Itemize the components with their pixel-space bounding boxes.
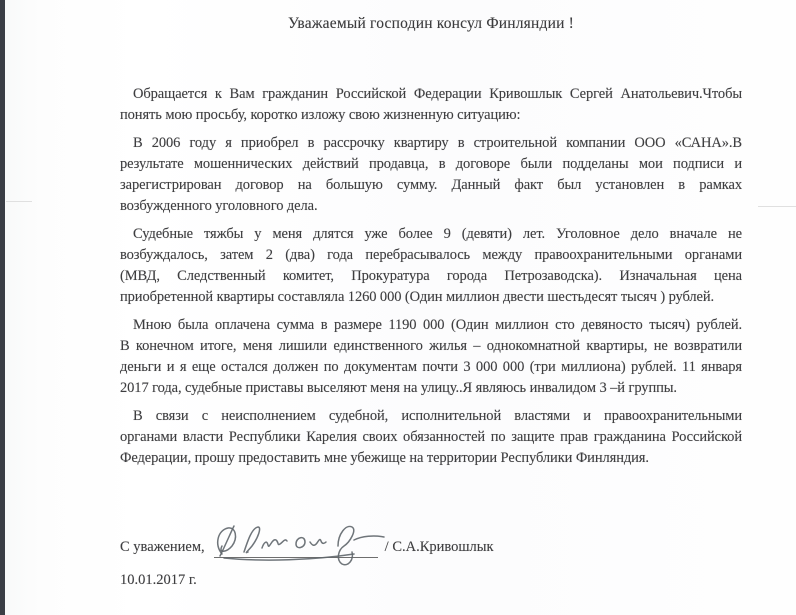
signature-date: 10.01.2017 г. — [120, 572, 197, 588]
paragraph-line: Судебные тяжбы у меня длятся уже более 9 (девяти) лет. Уголовное дело вначале не — [133, 226, 742, 242]
paragraph-line: Федерации, прошу предоставить мне убежище на территории Республики Финляндия. — [120, 450, 649, 466]
scan-fold-mark-right — [758, 206, 796, 207]
paragraph-line: (МВД, Следственный комитет, Прокуратура города Петрозаводска). Изначальная цена — [120, 268, 742, 284]
letter-body — [120, 84, 742, 469]
paragraph-line: возбужденного уголовного дела. — [120, 198, 318, 214]
scanner-edge-artifact — [0, 0, 5, 615]
paragraph-line: 2017 года, судебные приставы выселяют меня на улицу..Я являюсь инвалидом 3 –й группы. — [120, 380, 677, 396]
salutation-heading: Уважаемый господин консул Финляндии ! — [287, 15, 575, 32]
paragraph — [120, 406, 742, 469]
signature-row — [120, 539, 742, 558]
signature-name: / С.А.Кривошлык — [384, 539, 494, 555]
paragraph — [120, 224, 742, 308]
paragraph-line: В связи с неисполнением судебной, исполнительной властями и правоохранительными — [133, 408, 742, 424]
paragraph-line: результате мошеннических действий продавца, в договоре были подделаны мои подписи и — [120, 156, 742, 172]
paragraph — [120, 315, 742, 399]
paragraph-line: зарегистрирован договор на большую сумму. Данный факт был установлен в рамках — [120, 177, 742, 193]
paragraph-line: В 2006 году я приобрел в рассрочку квартиру в строительной компании ООО «САНА».В — [133, 135, 742, 151]
signature-closing: С уважением, — [120, 539, 205, 555]
paragraph-line: Обращается к Вам гражданин Российской Федерации Кривошлык Сергей Анатольевич.Чтобы — [133, 86, 742, 102]
signature-line — [214, 539, 378, 558]
paragraph — [120, 133, 742, 217]
paragraph-line: органами власти Республики Карелия своих обязанностей по защите прав гражданина Российской — [120, 429, 742, 445]
paragraph-line: возбуждалось, затем 2 (два) года перебрасывалось между правоохранительными органами — [120, 247, 742, 263]
paragraph-line: Мною была оплачена сумма в размере 1190 000 (Один миллион сто девяносто тысяч) рублей. — [133, 317, 742, 333]
letter-page — [120, 0, 742, 589]
paragraph-line: В конечном итоге, меня лишили единственного жилья – однокомнатной квартиры, не возвратили — [120, 338, 742, 354]
scan-fold-mark-left — [6, 201, 32, 202]
paragraph — [120, 84, 742, 126]
paragraph-line: деньги и я еще остался должен по документам почти 3 000 000 (три миллиона) рублей. 11 января — [120, 359, 742, 375]
handwritten-signature — [204, 518, 390, 570]
paragraph-line: понять мою просьбу, коротко изложу свою жизненную ситуацию: — [120, 107, 521, 123]
paragraph-line: приобретенной квартиры составляла 1260 000 (Один миллион двести шестьдесят тысяч ) рублей. — [120, 289, 715, 305]
